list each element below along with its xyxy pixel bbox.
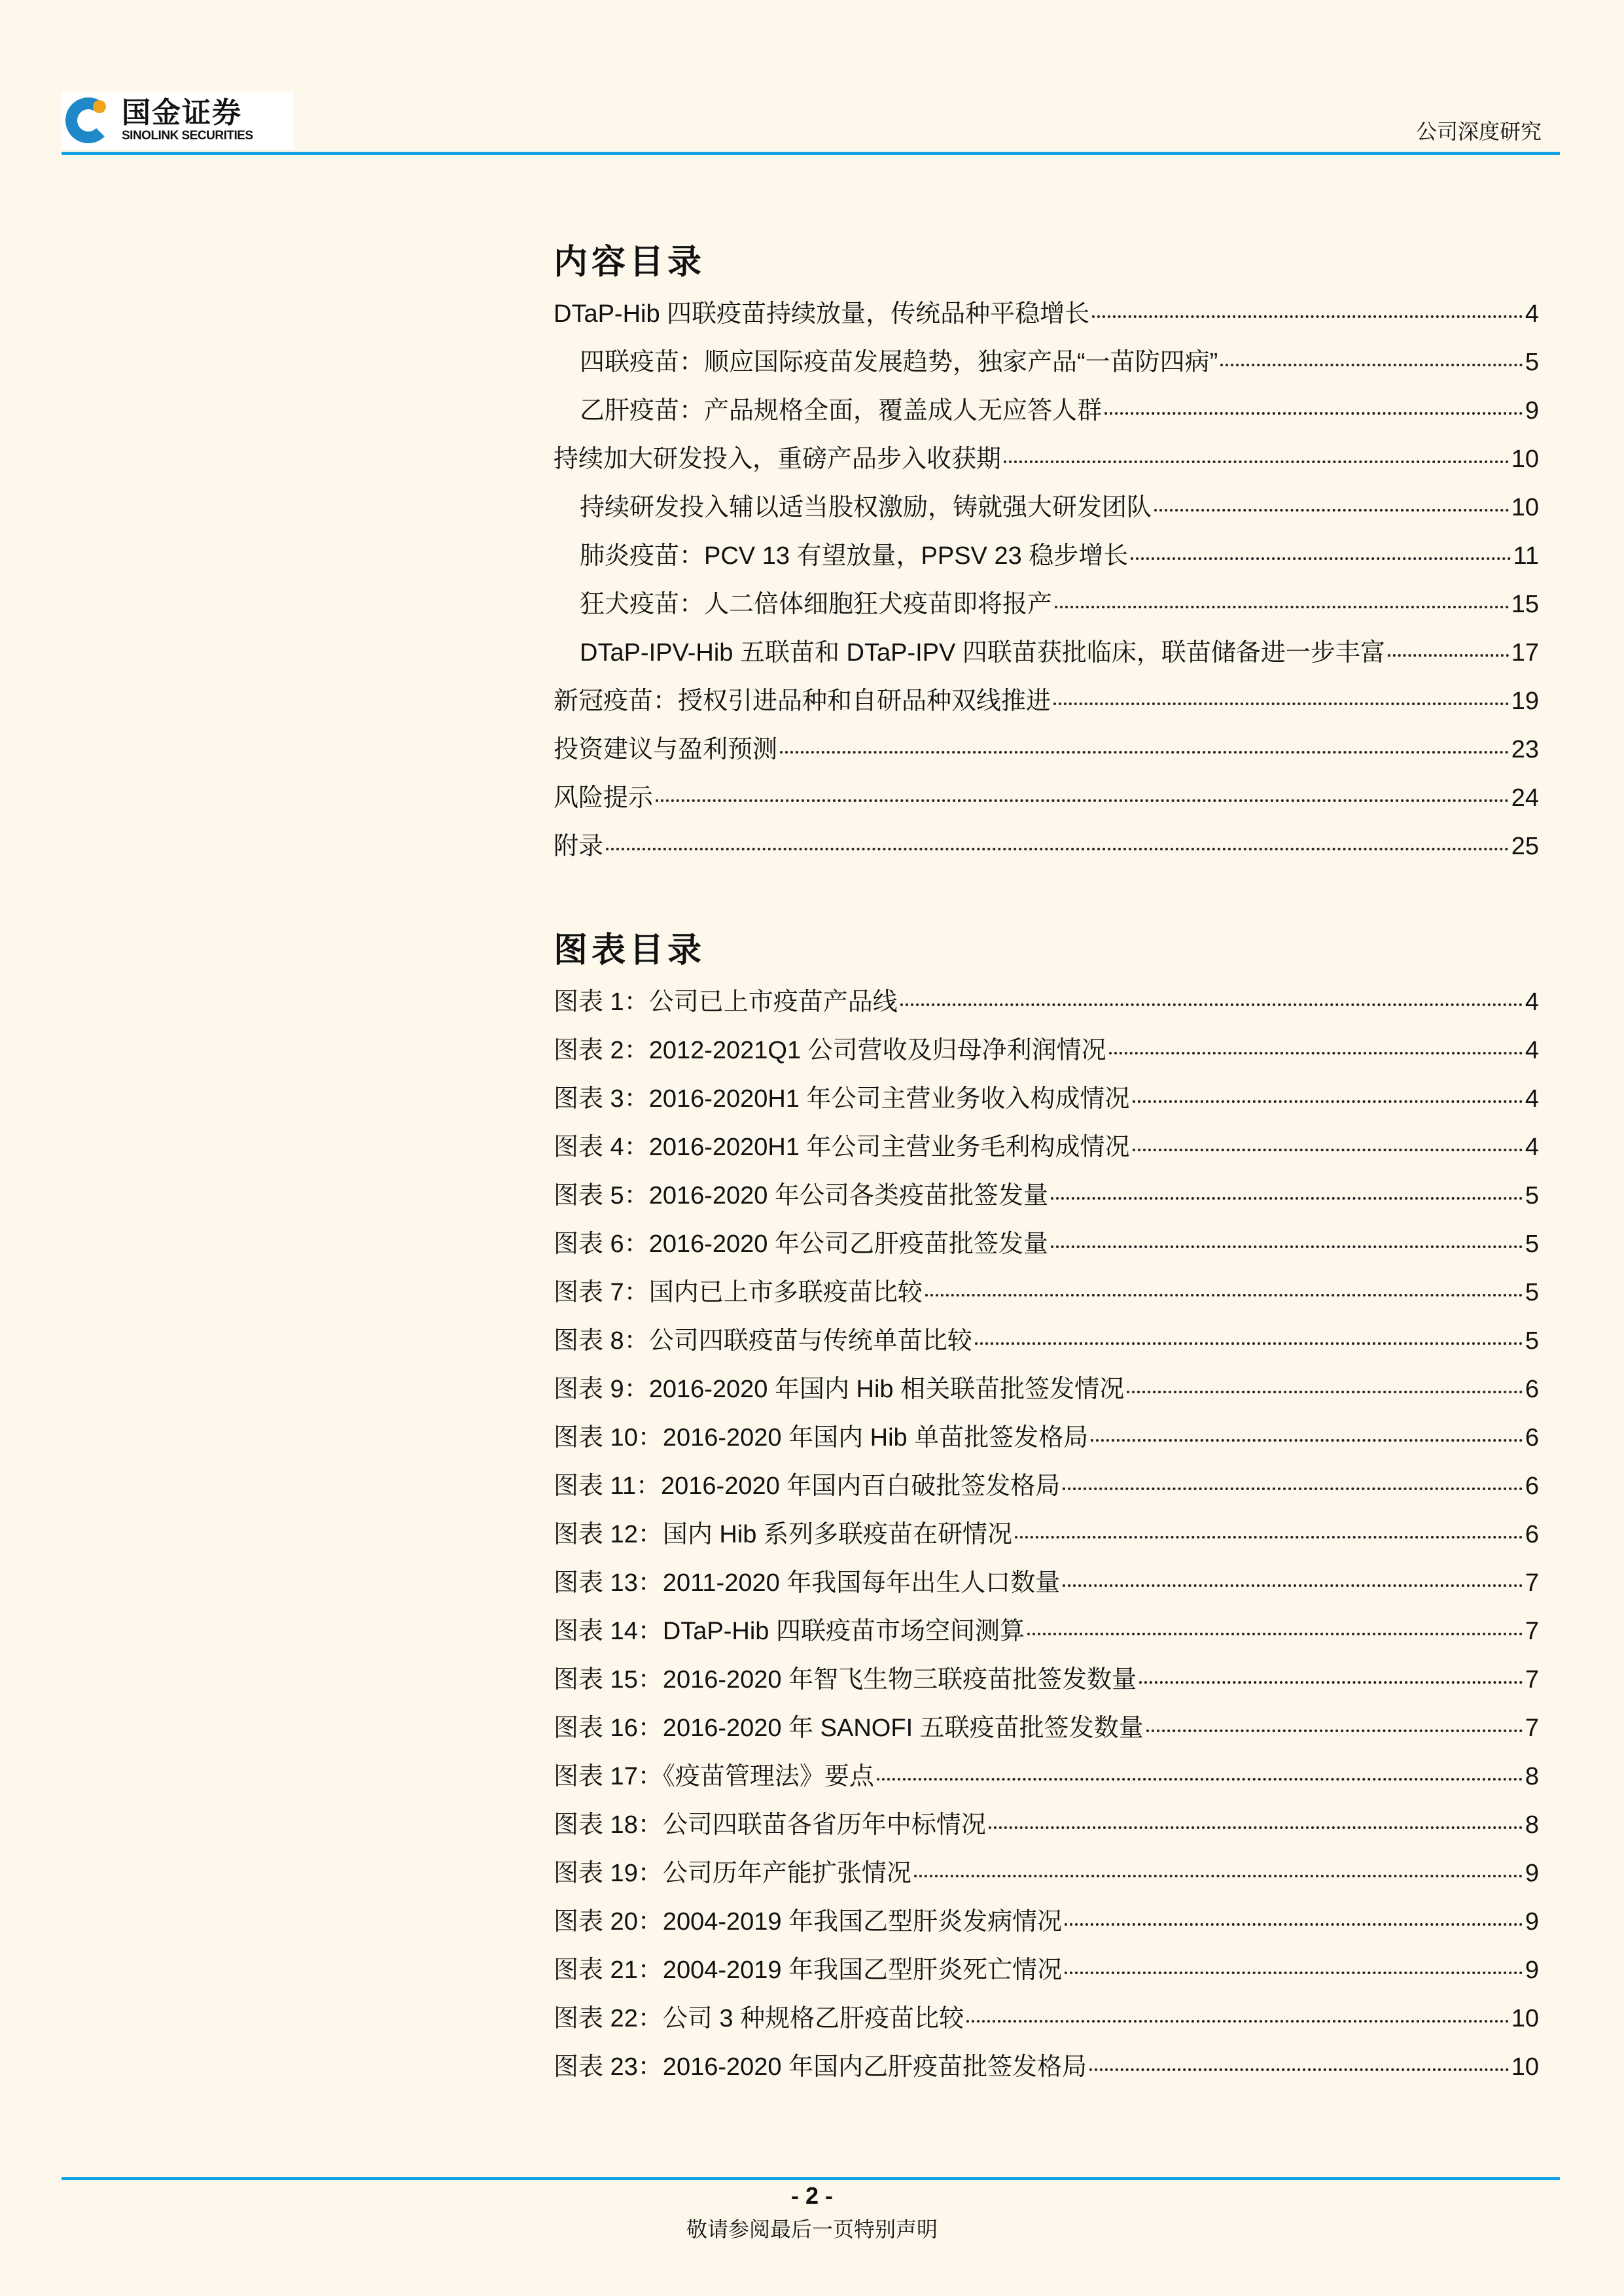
- toc-entry-label: DTaP-Hib 四联疫苗持续放量，传统品种平稳增长: [554, 300, 1090, 328]
- toc-entry[interactable]: [554, 1175, 1539, 1223]
- toc-entry-page: 19: [1511, 687, 1539, 715]
- toc-entry-page: 10: [1511, 2005, 1539, 2032]
- dot-leader: [1051, 1245, 1523, 1248]
- toc-entry[interactable]: [554, 487, 1539, 535]
- figures-title: 图表目录: [554, 930, 706, 970]
- toc-entry-page: 5: [1525, 1327, 1539, 1355]
- dot-leader: [1131, 557, 1510, 560]
- toc-entry[interactable]: [554, 1078, 1539, 1126]
- toc-entry-page: 8: [1525, 1811, 1539, 1839]
- toc-entry-page: 17: [1511, 639, 1539, 667]
- toc-entry[interactable]: [554, 1852, 1539, 1901]
- toc-entry-page: 4: [1525, 988, 1539, 1016]
- toc-entry-label: 四联疫苗：顺应国际疫苗发展趋势，独家产品“一苗防四病”: [580, 349, 1218, 376]
- toc-entry-page: 10: [1511, 2053, 1539, 2081]
- toc-entry-label: 乙肝疫苗：产品规格全面，覆盖成人无应答人群: [580, 397, 1103, 425]
- toc-entry-page: 7: [1525, 1618, 1539, 1645]
- toc-entry-label: 图表 19：公司历年产能扩张情况: [554, 1860, 911, 1887]
- toc-entry[interactable]: [554, 1998, 1539, 2046]
- dot-leader: [1139, 1681, 1523, 1684]
- toc-entry[interactable]: [554, 1126, 1539, 1175]
- logo-name-cn: 国金证券: [122, 96, 242, 130]
- toc-entry[interactable]: [554, 1417, 1539, 1465]
- toc-entry[interactable]: [554, 1756, 1539, 1804]
- dot-leader: [1104, 412, 1523, 415]
- toc-entry-label: 图表 11：2016-2020 年国内百白破批签发格局: [554, 1472, 1061, 1500]
- toc-entry[interactable]: [554, 1659, 1539, 1707]
- toc-entry-page: 9: [1525, 397, 1539, 425]
- toc-entry[interactable]: [554, 777, 1539, 826]
- toc-entry-page: 4: [1525, 1085, 1539, 1113]
- toc-entry-page: 7: [1525, 1714, 1539, 1742]
- dot-leader: [1127, 1391, 1523, 1393]
- company-logo: [62, 92, 293, 149]
- toc-entry-page: 11: [1513, 542, 1539, 570]
- toc-entry-page: 23: [1511, 736, 1539, 763]
- dot-leader: [1004, 461, 1509, 463]
- dot-leader: [1092, 315, 1523, 318]
- toc-entry-label: 投资建议与盈利预测: [554, 736, 778, 763]
- toc-entry[interactable]: [554, 390, 1539, 438]
- logo-icon: [63, 95, 114, 146]
- dot-leader: [606, 848, 1509, 850]
- dot-leader: [1154, 509, 1509, 512]
- toc-entry[interactable]: [554, 1901, 1539, 1949]
- toc-entry[interactable]: [554, 438, 1539, 487]
- toc-entry-page: 9: [1525, 1860, 1539, 1887]
- toc-entry-page: 5: [1525, 1230, 1539, 1258]
- toc-entry-label: 附录: [554, 833, 604, 860]
- toc-entry-page: 9: [1525, 1957, 1539, 1984]
- toc-entry-label: 图表 13：2011-2020 年我国每年出生人口数量: [554, 1569, 1061, 1597]
- toc-entry-label: 图表 23：2016-2020 年国内乙肝疫苗批签发格局: [554, 2053, 1087, 2081]
- toc-entry[interactable]: [554, 1465, 1539, 1514]
- toc-entry[interactable]: [554, 729, 1539, 777]
- toc-entry[interactable]: [554, 583, 1539, 632]
- toc-entry-page: 4: [1525, 1037, 1539, 1064]
- toc-entry-label: 图表 4：2016-2020H1 年公司主营业务毛利构成情况: [554, 1134, 1130, 1161]
- toc-entry-page: 6: [1525, 1472, 1539, 1500]
- toc-entry[interactable]: [554, 981, 1539, 1030]
- toc-entry[interactable]: [554, 1610, 1539, 1659]
- dot-leader: [1055, 606, 1509, 608]
- dot-leader: [1063, 1584, 1523, 1587]
- dot-leader: [1388, 654, 1509, 657]
- report-type: 公司深度研究: [1415, 119, 1542, 144]
- toc-entry-label: 图表 21：2004-2019 年我国乙型肝炎死亡情况: [554, 1957, 1063, 1984]
- footer-divider: [62, 2177, 1560, 2180]
- disclaimer: 敬请参阅最后一页特别声明: [686, 2217, 938, 2242]
- logo-name-en: SINOLINK SECURITIES: [122, 129, 253, 143]
- dot-leader: [914, 1875, 1523, 1877]
- dot-leader: [989, 1826, 1523, 1829]
- dot-leader: [1089, 2068, 1509, 2071]
- toc-entry-label: 图表 12：国内 Hib 系列多联疫苗在研情况: [554, 1521, 1012, 1548]
- toc-entry-page: 8: [1525, 1763, 1539, 1790]
- toc-entry[interactable]: [554, 1562, 1539, 1610]
- toc-entry-page: 6: [1525, 1376, 1539, 1403]
- toc-entry-label: 风险提示: [554, 784, 654, 812]
- page-number: - 2 -: [790, 2182, 833, 2209]
- toc-entry[interactable]: [554, 1804, 1539, 1852]
- toc-entry-label: 图表 15：2016-2020 年智飞生物三联疫苗批签发数量: [554, 1666, 1137, 1694]
- dot-leader: [1053, 703, 1509, 705]
- toc-entry-label: 持续研发投入辅以适当股权激励，铸就强大研发团队: [580, 494, 1152, 521]
- dot-leader: [925, 1294, 1523, 1296]
- toc-entry-label: 持续加大研发投入，重磅产品步入收获期: [554, 445, 1002, 473]
- toc-entry-label: 图表 16：2016-2020 年 SANOFI 五联疫苗批签发数量: [554, 1714, 1144, 1742]
- dot-leader: [1027, 1633, 1523, 1635]
- dot-leader: [900, 1003, 1523, 1006]
- toc-entry-label: 图表 20：2004-2019 年我国乙型肝炎发病情况: [554, 1908, 1063, 1936]
- toc-entry-page: 7: [1525, 1569, 1539, 1597]
- toc-entry-label: 新冠疫苗：授权引进品种和自研品种双线推进: [554, 687, 1051, 715]
- toc-entry-label: 图表 22：公司 3 种规格乙肝疫苗比较: [554, 2005, 964, 2032]
- toc-entry-label: 图表 10：2016-2020 年国内 Hib 单苗批签发格局: [554, 1424, 1089, 1452]
- toc-entry[interactable]: [554, 1030, 1539, 1078]
- dot-leader: [1109, 1052, 1523, 1054]
- dot-leader: [780, 751, 1509, 754]
- dot-leader: [1051, 1197, 1523, 1200]
- toc-entry[interactable]: [554, 1707, 1539, 1756]
- dot-leader: [1133, 1149, 1523, 1151]
- dot-leader: [1065, 1972, 1523, 1974]
- toc-entry[interactable]: [554, 1320, 1539, 1368]
- figures-list: [554, 981, 1539, 2095]
- toc-entry[interactable]: [554, 341, 1539, 390]
- dot-leader: [1091, 1439, 1523, 1442]
- toc-entry-page: 25: [1511, 833, 1539, 860]
- toc-entry[interactable]: [554, 1949, 1539, 1998]
- dot-leader: [1015, 1536, 1523, 1539]
- toc-entry-page: 15: [1511, 591, 1539, 618]
- contents-list: [554, 293, 1539, 874]
- toc-entry-page: 9: [1525, 1908, 1539, 1936]
- toc-entry-label: 肺炎疫苗：PCV 13 有望放量，PPSV 23 稳步增长: [580, 542, 1129, 570]
- toc-entry[interactable]: [554, 1368, 1539, 1417]
- toc-entry-label: 图表 7：国内已上市多联疫苗比较: [554, 1279, 923, 1306]
- toc-entry[interactable]: [554, 2046, 1539, 2095]
- dot-leader: [1065, 1923, 1523, 1926]
- toc-entry[interactable]: [554, 680, 1539, 729]
- toc-entry-page: 10: [1511, 445, 1539, 473]
- toc-entry[interactable]: [554, 535, 1539, 583]
- dot-leader: [877, 1778, 1523, 1781]
- toc-entry[interactable]: [554, 293, 1539, 341]
- toc-entry-label: DTaP-IPV-Hib 五联苗和 DTaP-IPV 四联苗获批临床，联苗储备进一步丰富: [580, 639, 1385, 667]
- toc-entry-page: 5: [1525, 1182, 1539, 1209]
- toc-entry-label: 图表 6：2016-2020 年公司乙肝疫苗批签发量: [554, 1230, 1048, 1258]
- toc-entry-page: 4: [1525, 300, 1539, 328]
- dot-leader: [656, 799, 1509, 802]
- dot-leader: [1146, 1730, 1523, 1732]
- dot-leader: [1063, 1487, 1523, 1490]
- toc-entry-page: 5: [1525, 349, 1539, 376]
- toc-entry-label: 图表 3：2016-2020H1 年公司主营业务收入构成情况: [554, 1085, 1130, 1113]
- toc-entry[interactable]: [554, 826, 1539, 874]
- toc-entry-label: 图表 9：2016-2020 年国内 Hib 相关联苗批签发情况: [554, 1376, 1125, 1403]
- toc-entry[interactable]: [554, 632, 1539, 680]
- toc-entry-label: 图表 5：2016-2020 年公司各类疫苗批签发量: [554, 1182, 1048, 1209]
- toc-entry-label: 狂犬疫苗：人二倍体细胞狂犬疫苗即将报产: [580, 591, 1053, 618]
- dot-leader: [1220, 364, 1523, 366]
- toc-entry-page: 4: [1525, 1134, 1539, 1161]
- toc-entry-label: 图表 17：《疫苗管理法》要点: [554, 1763, 874, 1790]
- toc-entry-label: 图表 14：DTaP-Hib 四联疫苗市场空间测算: [554, 1618, 1025, 1645]
- toc-entry[interactable]: [554, 1272, 1539, 1320]
- contents-title: 内容目录: [554, 242, 706, 282]
- toc-entry-label: 图表 2：2012-2021Q1 公司营收及归母净利润情况: [554, 1037, 1106, 1064]
- header-divider: [62, 152, 1560, 155]
- toc-entry[interactable]: [554, 1514, 1539, 1562]
- toc-entry-page: 6: [1525, 1424, 1539, 1452]
- toc-entry[interactable]: [554, 1223, 1539, 1272]
- toc-entry-label: 图表 1：公司已上市疫苗产品线: [554, 988, 898, 1016]
- dot-leader: [966, 2020, 1509, 2023]
- toc-entry-page: 5: [1525, 1279, 1539, 1306]
- toc-entry-page: 7: [1525, 1666, 1539, 1694]
- toc-entry-label: 图表 8：公司四联疫苗与传统单苗比较: [554, 1327, 972, 1355]
- dot-leader: [1133, 1100, 1523, 1103]
- dot-leader: [975, 1342, 1523, 1345]
- toc-entry-page: 10: [1511, 494, 1539, 521]
- toc-entry-label: 图表 18：公司四联苗各省历年中标情况: [554, 1811, 986, 1839]
- toc-entry-page: 24: [1511, 784, 1539, 812]
- toc-entry-page: 6: [1525, 1521, 1539, 1548]
